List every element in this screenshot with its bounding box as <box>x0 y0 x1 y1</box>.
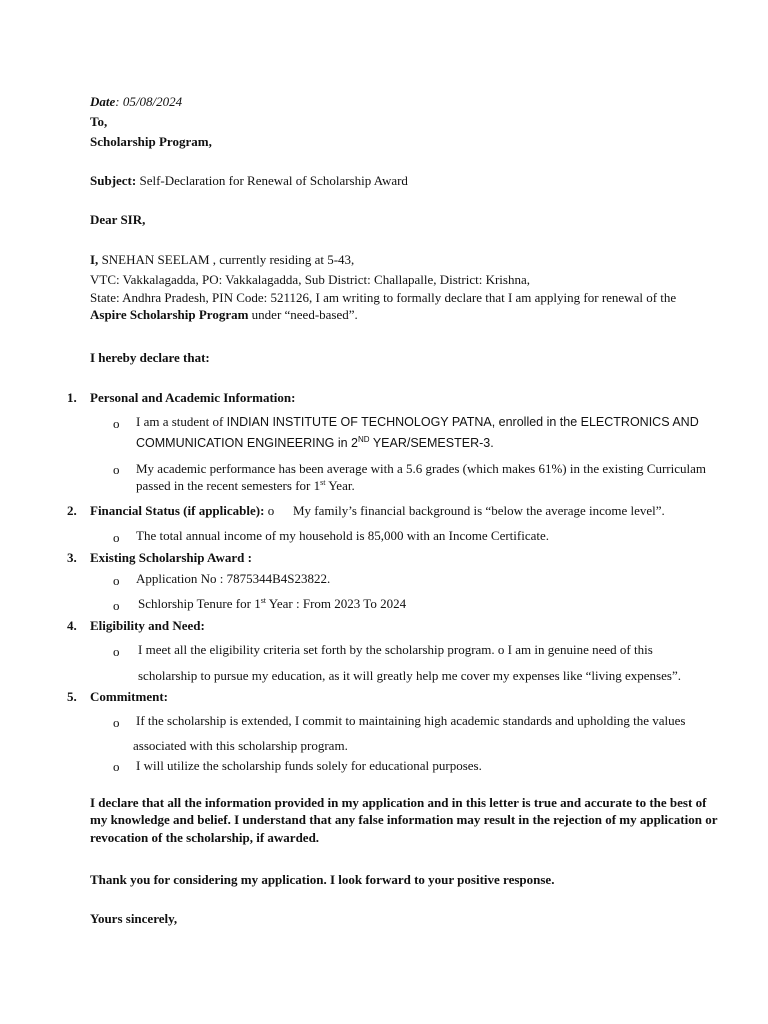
bullet-icon: o <box>113 462 120 477</box>
section-3-title: Existing Scholarship Award : <box>90 550 252 565</box>
bullet-icon: o <box>113 644 120 659</box>
section-5-bullet-1-line-1: If the scholarship is extended, I commit to maintaining high academic standards and upholding the values <box>136 713 686 728</box>
salutation: Dear SIR, <box>90 212 146 227</box>
declare-intro: I hereby declare that: <box>90 350 210 365</box>
s3-b2-sup: st <box>260 596 267 605</box>
bullet-icon: o <box>113 598 120 613</box>
date-line <box>90 94 182 110</box>
intro-line-1 <box>90 252 354 268</box>
s1-b2-l2-post: Year. <box>325 478 355 493</box>
s1-b1-part2: INDIAN INSTITUTE OF TECHNOLOGY PATNA, enrolled in the ELECTRONICS AND <box>226 415 699 429</box>
s1-b1-l2-post: YEAR/SEMESTER-3. <box>369 436 494 450</box>
section-4-title: Eligibility and Need: <box>90 618 205 633</box>
section-1-number: 1. <box>67 390 77 405</box>
section-5-bullet-2: I will utilize the scholarship funds solely for educational purposes. <box>136 758 482 773</box>
intro-i-label: I, <box>90 252 99 267</box>
date-value: : 05/08/2024 <box>115 94 183 109</box>
subject-text: Self-Declaration for Renewal of Scholarship Award <box>136 173 408 188</box>
section-5-title: Commitment: <box>90 689 168 704</box>
section-2-inline-text: My family’s financial background is “below the average income level”. <box>293 503 665 518</box>
bullet-icon: o <box>113 416 120 431</box>
recipient-line: Scholarship Program, <box>90 134 212 149</box>
subject-line <box>90 173 408 189</box>
intro-line-4-text: under “need-based”. <box>248 307 358 322</box>
declaration-line-1: I declare that all the information provided in my application and in this letter is true and accurate to the best of <box>90 795 707 810</box>
section-3-bullet-2 <box>138 596 406 612</box>
section-4-bullet-1-line-1: I meet all the eligibility criteria set forth by the scholarship program. o I am in genuine need of this <box>138 642 653 657</box>
bullet-icon: o <box>113 530 120 545</box>
section-1-bullet-1-line-1 <box>136 414 699 430</box>
bullet-icon: o <box>113 715 120 730</box>
section-3-bullet-1: Application No : 7875344B4S23822. <box>136 571 331 586</box>
closing-line: Yours sincerely, <box>90 911 178 926</box>
intro-line-4 <box>90 307 358 323</box>
intro-line-2: VTC: Vakkalagadda, PO: Vakkalagadda, Sub District: Challapalle, District: Krishna, <box>90 272 530 287</box>
bullet-icon: o <box>113 573 120 588</box>
intro-line-3: State: Andhra Pradesh, PIN Code: 521126, I am writing to formally declare that I am applying for renewal of the <box>90 290 677 305</box>
declaration-line-2: my knowledge and belief. I understand that any false information may result in the rejection of my application or <box>90 812 718 827</box>
s1-b2-l2-pre: passed in the recent semesters for 1 <box>136 478 321 493</box>
program-name: Aspire Scholarship Program <box>90 307 249 322</box>
section-1-bullet-2-line-2 <box>136 478 355 494</box>
section-1-bullet-1-line-2 <box>136 435 494 451</box>
section-5-number: 5. <box>67 689 77 704</box>
section-1-bullet-2-line-1: My academic performance has been average with a 5.6 grades (which makes 61%) in the existing Curriculam <box>136 461 706 476</box>
s1-b1-part1: I am a student of <box>136 414 227 429</box>
declaration-line-3: revocation of the scholarship, if awarded. <box>90 830 320 845</box>
s3-b2-pre: Schlorship Tenure for 1 <box>138 596 261 611</box>
s3-b2-post: Year : From 2023 To 2024 <box>266 596 407 611</box>
section-2-title-line <box>90 503 274 519</box>
s1-b1-l2-sup: ND <box>358 435 370 444</box>
section-2-number: 2. <box>67 503 77 518</box>
s1-b1-l2-pre: COMMUNICATION ENGINEERING in 2 <box>136 436 359 450</box>
section-2-bullet-1: The total annual income of my household is 85,000 with an Income Certificate. <box>136 528 550 543</box>
section-4-bullet-1-line-2: scholarship to pursue my education, as it will greatly help me cover my expenses like “living expenses”. <box>138 668 681 683</box>
date-label: Date <box>90 94 116 109</box>
section-3-number: 3. <box>67 550 77 565</box>
to-line: To, <box>90 114 108 129</box>
thanks-line: Thank you for considering my application. I look forward to your positive response. <box>90 872 555 887</box>
bullet-icon: o <box>113 759 120 774</box>
section-4-number: 4. <box>67 618 77 633</box>
section-5-bullet-1-line-2: associated with this scholarship program. <box>133 738 348 753</box>
section-2-title: Financial Status (if applicable): <box>90 503 265 518</box>
intro-line-1-text: SNEHAN SEELAM , currently residing at 5-43, <box>98 252 355 267</box>
s1-b2-l2-sup: st <box>320 478 326 487</box>
section-2-inline-bullet: o <box>264 503 275 518</box>
subject-label: Subject: <box>90 173 137 188</box>
section-1-title: Personal and Academic Information: <box>90 390 296 405</box>
